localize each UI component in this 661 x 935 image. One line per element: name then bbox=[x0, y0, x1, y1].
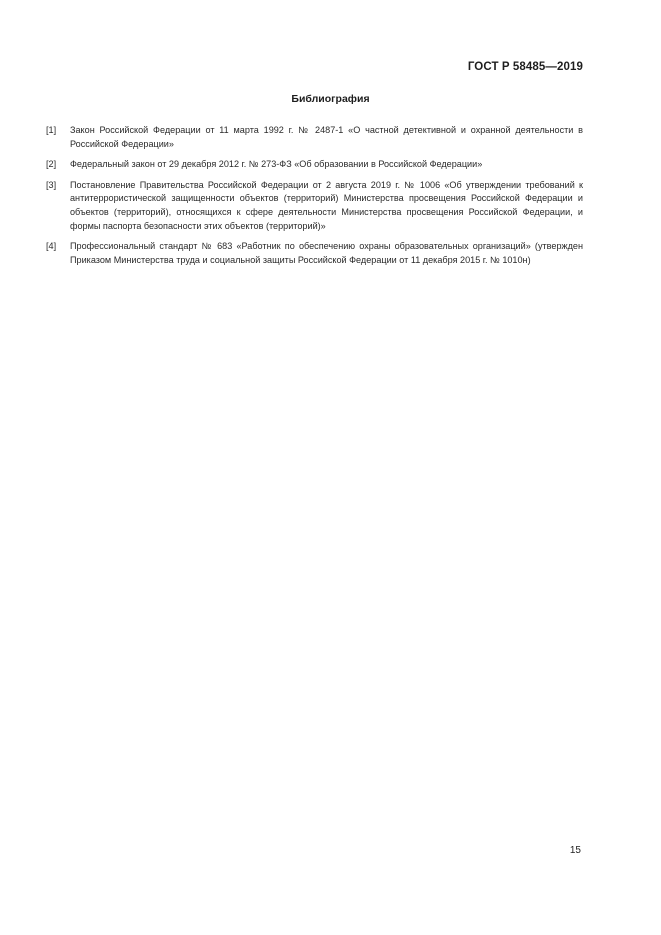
reference-item-2 bbox=[46, 158, 583, 172]
reference-number: [2] bbox=[46, 159, 57, 170]
page-number: 15 bbox=[569, 845, 581, 856]
bibliography-title: Библиография bbox=[291, 93, 370, 105]
reference-item-4 bbox=[46, 240, 583, 267]
reference-number: [4] bbox=[46, 241, 57, 252]
reference-item-1 bbox=[46, 124, 583, 151]
reference-item-3 bbox=[46, 179, 583, 233]
reference-list bbox=[46, 124, 583, 274]
reference-text: Закон Российской Федерации от 11 марта 1992 г. № 2487-1 «О частной детективной и охранной деятельности в Российской Федерации» bbox=[70, 125, 583, 149]
reference-number: [3] bbox=[46, 179, 57, 190]
reference-number: [1] bbox=[46, 125, 57, 135]
reference-text: Постановление Правительства Российской Федерации от 2 августа 2019 г. № 1006 «Об утверждении требований к антитеррористической защищенности объектов (территорий) Министерства просвещения Российской Федерации и объектов (территорий), относящихся к сфере деятельности Министерства просвещения Российской Федерации, и формы паспорта безопасности этих объектов (территорий)» bbox=[70, 179, 583, 231]
reference-text: Профессиональный стандарт № 683 «Работник по обеспечению охраны образовательных организаций» (утвержден Приказом Министерства труда и социальной защиты Российской Федерации от 11 декабря 2015 г. № 1010н) bbox=[70, 241, 583, 265]
reference-text: Федеральный закон от 29 декабря 2012 г. № 273-ФЗ «Об образовании в Российской Федерации» bbox=[70, 159, 483, 170]
standard-code-header: ГОСТ Р 58485—2019 bbox=[467, 61, 583, 73]
